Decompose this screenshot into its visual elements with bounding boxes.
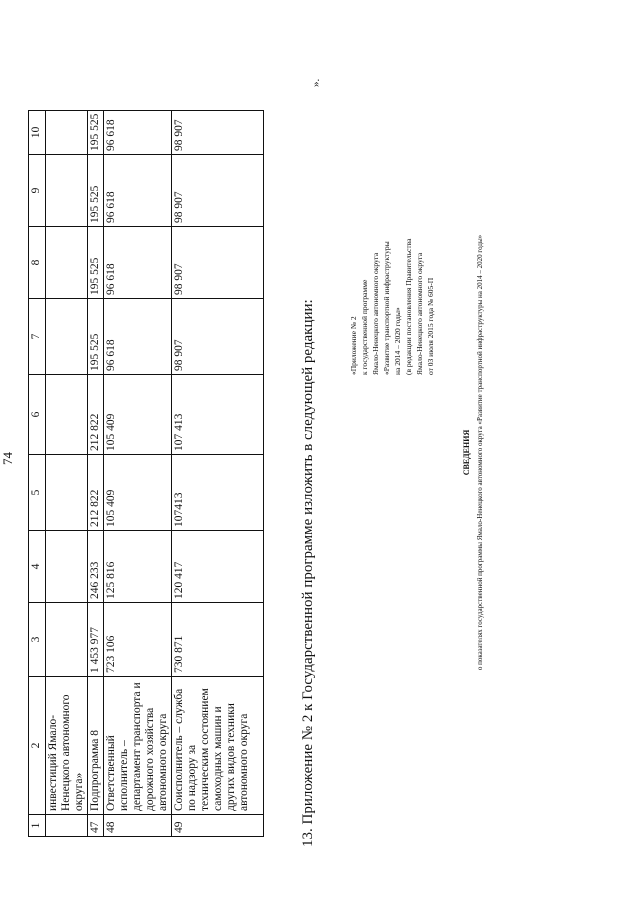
row-name: Подпрограмма 8 — [88, 677, 104, 815]
value-cell: 96 618 — [104, 110, 172, 154]
value-cell: 730 871 — [172, 603, 264, 677]
appendix-line: от 03 июля 2015 года № 605-П — [426, 277, 435, 375]
header-cell: 9 — [29, 155, 46, 227]
section-title: СВЕДЕНИЯ — [462, 429, 471, 476]
row-name: инвестиций Ямало-Ненецкого автономного округа» — [46, 677, 88, 815]
value-cell: 105 409 — [104, 375, 172, 455]
value-cell: 120 417 — [172, 531, 264, 603]
value-cell: 195 525 — [88, 155, 104, 227]
table-row — [172, 110, 264, 836]
closing-quote: ». — [310, 78, 322, 87]
appendix-header — [348, 239, 436, 375]
row-number: 47 — [88, 815, 104, 837]
value-cell: 107 413 — [172, 375, 264, 455]
appendix-line: «Развитие транспортной инфраструктуры — [382, 241, 391, 375]
value-cell: 723 106 — [104, 603, 172, 677]
header-cell: 5 — [29, 455, 46, 531]
appendix-line: (в редакции постановления Правительства — [404, 238, 413, 375]
appendix-line: Ямало-Ненецкого автономного округа — [415, 252, 424, 375]
header-cell: 4 — [29, 531, 46, 603]
header-cell: 8 — [29, 227, 46, 299]
appendix-line: к государственной программе — [360, 279, 369, 375]
value-cell: 246 233 — [88, 531, 104, 603]
value-cell: 98 907 — [172, 155, 264, 227]
value-cell: 107413 — [172, 455, 264, 531]
amendment-instruction: 13. Приложение № 2 к Государственной программе изложить в следующей редакции: — [300, 299, 316, 847]
value-cell: 125 816 — [104, 531, 172, 603]
section-subtitle: о показателях государственной программы Ямало-Ненецкого автономного округа «Развитие транспортной инфраструктуры на 2014 – 2020 годы» — [476, 234, 484, 671]
table-row — [88, 110, 104, 836]
row-number: 49 — [172, 815, 264, 837]
value-cell: 195 525 — [88, 110, 104, 154]
value-cell: 105 409 — [104, 455, 172, 531]
value-cell: 195 525 — [88, 299, 104, 375]
row-name: Ответственный исполнитель – департамент транспорта и дорожного хозяйства автономного округа — [104, 677, 172, 815]
value-cell: 98 907 — [172, 227, 264, 299]
value-cell: 1 453 977 — [88, 603, 104, 677]
value-cell: 98 907 — [172, 299, 264, 375]
value-cell: 96 618 — [104, 155, 172, 227]
table-row — [104, 110, 172, 836]
header-cell: 3 — [29, 603, 46, 677]
value-cell: 212 822 — [88, 455, 104, 531]
value-cell: 212 822 — [88, 375, 104, 455]
row-number — [46, 815, 88, 837]
row-number: 48 — [104, 815, 172, 837]
table-header-row — [29, 110, 46, 836]
appendix-line: «Приложение № 2 — [349, 316, 358, 375]
value-cell: 96 618 — [104, 299, 172, 375]
page-number: 74 — [0, 452, 15, 465]
header-cell: 10 — [29, 110, 46, 154]
header-cell: 1 — [29, 815, 46, 837]
budget-table — [28, 110, 264, 837]
appendix-line: на 2014 – 2020 годы» — [393, 307, 402, 375]
header-cell: 2 — [29, 677, 46, 815]
table-row — [46, 110, 88, 836]
header-cell: 7 — [29, 299, 46, 375]
header-cell: 6 — [29, 375, 46, 455]
appendix-line: Ямало-Ненецкого автономного округа — [371, 252, 380, 375]
value-cell: 195 525 — [88, 227, 104, 299]
value-cell: 96 618 — [104, 227, 172, 299]
value-cell: 98 907 — [172, 110, 264, 154]
row-name: Соисполнитель – служба по надзору за техническим состоянием самоходных машин и других видов техники автономного округа — [172, 677, 264, 815]
